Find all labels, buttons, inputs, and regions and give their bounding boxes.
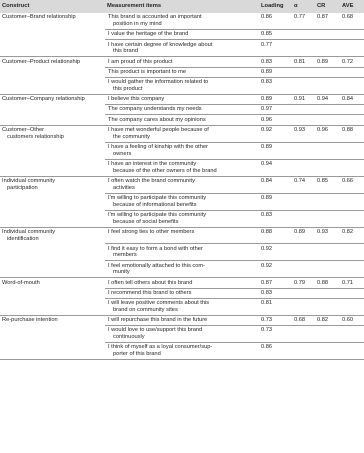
measurement-item-cell-text: I often watch the brand community bbox=[108, 178, 195, 185]
measurement-item-cell-text: I have certain degree of knowledge about bbox=[108, 41, 213, 48]
cr-cell bbox=[315, 115, 340, 125]
cr-cell bbox=[315, 30, 340, 40]
cr-cell bbox=[315, 142, 340, 159]
loading-cell bbox=[259, 30, 292, 40]
loading-cell-text: 0.86 bbox=[261, 14, 273, 21]
alpha-cell bbox=[292, 105, 315, 115]
loading-cell bbox=[259, 13, 292, 30]
measurement-item-cell-text: I recommend this brand to others bbox=[108, 289, 192, 296]
loading-cell bbox=[259, 57, 292, 67]
alpha-cell-text: 0.93 bbox=[294, 127, 306, 134]
measurement-item-cell-text: I'm willing to participate this community bbox=[108, 195, 207, 202]
ave-cell bbox=[340, 125, 364, 142]
construct-cell bbox=[0, 298, 105, 315]
measurement-item-cell bbox=[105, 244, 259, 261]
loading-cell bbox=[259, 193, 292, 210]
loading-cell-text: 0.89 bbox=[261, 144, 273, 151]
measurement-item-cell-text-cont: this brand bbox=[113, 48, 138, 55]
construct-cell-text-cont: customers relationship bbox=[7, 133, 64, 140]
alpha-cell bbox=[292, 193, 315, 210]
alpha-cell bbox=[292, 13, 315, 30]
loading-cell-text: 0.83 bbox=[261, 212, 273, 219]
table-row bbox=[0, 244, 364, 261]
measurement-item-cell bbox=[105, 288, 259, 298]
construct-cell bbox=[0, 94, 105, 104]
loading-cell bbox=[259, 227, 292, 244]
measurement-item-cell-text: I will repurchase this brand in the future bbox=[108, 317, 208, 324]
construct-cell bbox=[0, 315, 105, 325]
alpha-cell bbox=[292, 210, 315, 227]
measurement-item-cell bbox=[105, 227, 259, 244]
alpha-cell-text: 0.79 bbox=[294, 279, 306, 286]
cr-cell bbox=[315, 94, 340, 104]
loading-cell bbox=[259, 288, 292, 298]
alpha-cell bbox=[292, 326, 315, 343]
cr-cell bbox=[315, 40, 340, 57]
cr-cell bbox=[315, 227, 340, 244]
construct-cell bbox=[0, 77, 105, 94]
table-row bbox=[0, 40, 364, 57]
ave-cell bbox=[340, 57, 364, 67]
table-row bbox=[0, 193, 364, 210]
ave-cell bbox=[340, 77, 364, 94]
construct-cell bbox=[0, 176, 105, 193]
measurement-item-cell-text: I'm willing to participate this community bbox=[108, 212, 207, 219]
ave-cell bbox=[340, 343, 364, 360]
table-row bbox=[0, 210, 364, 227]
alpha-cell bbox=[292, 227, 315, 244]
cr-cell bbox=[315, 77, 340, 94]
measurement-item-cell-text-cont: owners bbox=[113, 150, 132, 157]
loading-cell bbox=[259, 159, 292, 176]
measurement-item-cell bbox=[105, 343, 259, 360]
header-loading: Loading bbox=[259, 0, 292, 13]
ave-cell bbox=[340, 298, 364, 315]
header-cr: CR bbox=[315, 0, 340, 13]
ave-cell bbox=[340, 261, 364, 278]
loading-cell-text: 0.85 bbox=[261, 31, 273, 38]
measurement-item-cell-text-cont: because of informational benefits bbox=[113, 201, 197, 208]
measurement-item-cell bbox=[105, 278, 259, 288]
loading-cell bbox=[259, 244, 292, 261]
loading-cell bbox=[259, 125, 292, 142]
ave-cell bbox=[340, 13, 364, 30]
construct-cell-text: Individual community bbox=[2, 178, 56, 185]
measurement-item-cell-text-cont: activities bbox=[113, 184, 135, 191]
measurement-item-cell bbox=[105, 115, 259, 125]
construct-cell-text: Individual community bbox=[2, 229, 56, 236]
ave-cell-text: 0.66 bbox=[342, 178, 354, 185]
alpha-cell bbox=[292, 30, 315, 40]
loading-cell bbox=[259, 77, 292, 94]
construct-cell-text: Customer–Product relationship bbox=[2, 58, 81, 65]
measurement-item-cell bbox=[105, 67, 259, 77]
alpha-cell bbox=[292, 315, 315, 325]
alpha-cell bbox=[292, 125, 315, 142]
ave-cell bbox=[340, 227, 364, 244]
cr-cell bbox=[315, 244, 340, 261]
measurement-item-cell bbox=[105, 298, 259, 315]
loading-cell-text: 0.83 bbox=[261, 58, 273, 65]
loading-cell bbox=[259, 105, 292, 115]
construct-cell bbox=[0, 210, 105, 227]
alpha-cell bbox=[292, 343, 315, 360]
alpha-cell bbox=[292, 159, 315, 176]
measurement-item-cell-text: I think of myself as a loyal consumer/sup- bbox=[108, 344, 213, 351]
table-row bbox=[0, 176, 364, 193]
measurement-item-cell-text-cont: because of the other owners of the brand bbox=[113, 167, 217, 174]
cr-cell bbox=[315, 13, 340, 30]
measurement-item-cell bbox=[105, 57, 259, 67]
measurement-item-cell-text-cont: members bbox=[113, 252, 137, 259]
cr-cell bbox=[315, 261, 340, 278]
loading-cell-text: 0.73 bbox=[261, 317, 273, 324]
table-row bbox=[0, 77, 364, 94]
loading-cell-text: 0.97 bbox=[261, 106, 273, 113]
ave-cell bbox=[340, 210, 364, 227]
table-header bbox=[0, 0, 364, 13]
ave-cell bbox=[340, 244, 364, 261]
cr-cell bbox=[315, 326, 340, 343]
ave-cell-text: 0.84 bbox=[342, 96, 354, 103]
measurement-item-cell-text: I feel emotionally attached to this com- bbox=[108, 262, 206, 269]
loading-cell bbox=[259, 115, 292, 125]
construct-cell-text: Customer–Brand relationship bbox=[2, 14, 76, 21]
cr-cell bbox=[315, 176, 340, 193]
table-row bbox=[0, 227, 364, 244]
alpha-cell bbox=[292, 244, 315, 261]
measurement-item-cell-text-cont: munity bbox=[113, 269, 130, 276]
measurement-item-cell-text: The company cares about my opinions bbox=[108, 116, 206, 123]
table-row bbox=[0, 261, 364, 278]
loading-cell bbox=[259, 315, 292, 325]
construct-cell bbox=[0, 193, 105, 210]
construct-cell bbox=[0, 261, 105, 278]
alpha-cell-text: 0.89 bbox=[294, 229, 306, 236]
ave-cell bbox=[340, 278, 364, 288]
measurement-item-cell-text: I would love to use/support this brand bbox=[108, 327, 203, 334]
measurement-item-cell-text: I often tell others about this brand bbox=[108, 279, 193, 286]
construct-cell bbox=[0, 115, 105, 125]
ave-cell bbox=[340, 142, 364, 159]
alpha-cell-text: 0.68 bbox=[294, 317, 306, 324]
ave-cell-text: 0.82 bbox=[342, 229, 354, 236]
ave-cell-text: 0.68 bbox=[342, 14, 354, 21]
header-ave: AVE bbox=[340, 0, 364, 13]
ave-cell bbox=[340, 193, 364, 210]
table-row bbox=[0, 343, 364, 360]
ave-cell bbox=[340, 105, 364, 115]
measurement-item-cell-text: The company understands my needs bbox=[108, 106, 202, 113]
cr-cell bbox=[315, 67, 340, 77]
alpha-cell bbox=[292, 142, 315, 159]
cr-cell bbox=[315, 288, 340, 298]
cr-cell bbox=[315, 343, 340, 360]
loading-cell-text: 0.96 bbox=[261, 116, 273, 123]
alpha-cell bbox=[292, 176, 315, 193]
loading-cell-text: 0.89 bbox=[261, 195, 273, 202]
loading-cell-text: 0.77 bbox=[261, 41, 273, 48]
table-row bbox=[0, 30, 364, 40]
cr-cell bbox=[315, 57, 340, 67]
cr-cell-text: 0.93 bbox=[317, 229, 329, 236]
header-measurement-items: Measurement items bbox=[105, 0, 259, 13]
construct-cell bbox=[0, 288, 105, 298]
measurement-item-cell-text: This brand is accounted an important bbox=[108, 14, 202, 21]
ave-cell-text: 0.71 bbox=[342, 279, 354, 286]
measurement-item-cell-text: This product is important to me bbox=[108, 68, 187, 75]
table-row bbox=[0, 105, 364, 115]
alpha-cell-text: 0.74 bbox=[294, 178, 306, 185]
table-row bbox=[0, 142, 364, 159]
measurement-item-cell-text: I will leave positive comments about this bbox=[108, 300, 210, 307]
cr-cell bbox=[315, 125, 340, 142]
cr-cell bbox=[315, 315, 340, 325]
measurement-item-cell bbox=[105, 30, 259, 40]
measurement-item-cell bbox=[105, 142, 259, 159]
measurement-item-cell-text-cont: because of social benefits bbox=[113, 218, 179, 225]
alpha-cell-text: 0.81 bbox=[294, 58, 306, 65]
cr-cell bbox=[315, 159, 340, 176]
measurement-item-cell bbox=[105, 193, 259, 210]
measurement-item-cell-text: I believe this company bbox=[108, 96, 165, 103]
table-row bbox=[0, 57, 364, 67]
table-row bbox=[0, 315, 364, 325]
ave-cell bbox=[340, 30, 364, 40]
loading-cell-text: 0.94 bbox=[261, 161, 273, 168]
loading-cell-text: 0.73 bbox=[261, 327, 273, 334]
construct-cell-text: Customer–Company relationship bbox=[2, 96, 85, 103]
cr-cell bbox=[315, 105, 340, 115]
alpha-cell bbox=[292, 77, 315, 94]
measurement-item-cell bbox=[105, 40, 259, 57]
construct-cell bbox=[0, 40, 105, 57]
measurement-item-cell bbox=[105, 176, 259, 193]
construct-cell-text: Customer–Other bbox=[2, 127, 45, 134]
loading-cell-text: 0.92 bbox=[261, 262, 273, 269]
cr-cell-text: 0.89 bbox=[317, 58, 329, 65]
measurement-item-cell-text-cont: this product bbox=[113, 85, 143, 92]
construct-cell-text-cont: identification bbox=[7, 235, 39, 242]
ave-cell-text: 0.60 bbox=[342, 317, 354, 324]
measurement-item-cell-text: I find it easy to form a bond with other bbox=[108, 245, 203, 252]
measurement-item-cell bbox=[105, 261, 259, 278]
alpha-cell bbox=[292, 57, 315, 67]
loading-cell bbox=[259, 261, 292, 278]
alpha-cell bbox=[292, 40, 315, 57]
measurement-item-cell bbox=[105, 13, 259, 30]
loading-cell-text: 0.89 bbox=[261, 96, 273, 103]
table-row bbox=[0, 288, 364, 298]
loading-cell-text: 0.83 bbox=[261, 289, 273, 296]
loading-cell-text: 0.92 bbox=[261, 245, 273, 252]
table-row bbox=[0, 298, 364, 315]
ave-cell bbox=[340, 67, 364, 77]
measurement-item-cell-text-cont: position in my mind bbox=[113, 21, 162, 27]
measurement-item-cell-text: I have a feeling of kinship with the other bbox=[108, 144, 208, 151]
cr-cell-text: 0.82 bbox=[317, 317, 329, 324]
table-row bbox=[0, 326, 364, 343]
loading-cell bbox=[259, 40, 292, 57]
cr-cell-text: 0.87 bbox=[317, 14, 329, 21]
table-row bbox=[0, 67, 364, 77]
cr-cell bbox=[315, 193, 340, 210]
alpha-cell bbox=[292, 278, 315, 288]
alpha-cell bbox=[292, 94, 315, 104]
loading-cell-text: 0.89 bbox=[261, 68, 273, 75]
loading-cell bbox=[259, 298, 292, 315]
cr-cell bbox=[315, 210, 340, 227]
loading-cell bbox=[259, 67, 292, 77]
cr-cell-text: 0.94 bbox=[317, 96, 329, 103]
alpha-cell-text: 0.77 bbox=[294, 14, 306, 21]
ave-cell bbox=[340, 115, 364, 125]
ave-cell-text: 0.72 bbox=[342, 58, 354, 65]
table-row bbox=[0, 278, 364, 288]
measurement-item-cell-text: I feel strong ties to other members bbox=[108, 229, 195, 236]
construct-cell bbox=[0, 13, 105, 30]
cr-cell bbox=[315, 298, 340, 315]
table-row bbox=[0, 159, 364, 176]
header-alpha: α bbox=[292, 0, 315, 13]
header-construct: Construct bbox=[0, 0, 105, 13]
header-row bbox=[0, 0, 364, 13]
construct-cell bbox=[0, 244, 105, 261]
construct-cell bbox=[0, 57, 105, 67]
construct-cell-text-cont: participation bbox=[7, 184, 38, 191]
loading-cell-text: 0.92 bbox=[261, 127, 273, 134]
loading-cell bbox=[259, 94, 292, 104]
measurement-item-cell bbox=[105, 326, 259, 343]
measurement-item-cell-text: I value the heritage of the brand bbox=[108, 31, 189, 38]
ave-cell bbox=[340, 326, 364, 343]
table-row bbox=[0, 94, 364, 104]
measurement-item-cell-text-cont: porter of this brand bbox=[113, 351, 161, 358]
loading-cell bbox=[259, 326, 292, 343]
construct-cell bbox=[0, 343, 105, 360]
table-row bbox=[0, 125, 364, 142]
alpha-cell bbox=[292, 298, 315, 315]
cr-cell bbox=[315, 278, 340, 288]
construct-cell bbox=[0, 30, 105, 40]
construct-cell-text: Word-of-mouth bbox=[2, 279, 40, 286]
loading-cell-text: 0.88 bbox=[261, 229, 273, 236]
measurement-item-cell-text: I would gather the information related to bbox=[108, 79, 209, 86]
ave-cell bbox=[340, 40, 364, 57]
measurement-item-cell-text: I am proud of this product bbox=[108, 58, 173, 65]
measurement-item-cell bbox=[105, 210, 259, 227]
alpha-cell-text: 0.91 bbox=[294, 96, 306, 103]
loading-cell-text: 0.84 bbox=[261, 178, 273, 185]
construct-cell-text: Re-purchase intention bbox=[2, 317, 58, 324]
table-row bbox=[0, 13, 364, 30]
loading-cell-text: 0.81 bbox=[261, 300, 273, 307]
loading-cell-text: 0.86 bbox=[261, 344, 273, 351]
measurement-item-cell-text-cont: the community bbox=[113, 133, 150, 140]
table-body bbox=[0, 13, 364, 360]
construct-cell bbox=[0, 67, 105, 77]
loading-cell-text: 0.83 bbox=[261, 79, 273, 86]
ave-cell bbox=[340, 176, 364, 193]
measurement-item-cell bbox=[105, 94, 259, 104]
ave-cell-text: 0.88 bbox=[342, 127, 354, 134]
measurement-item-cell bbox=[105, 125, 259, 142]
alpha-cell bbox=[292, 67, 315, 77]
construct-cell bbox=[0, 125, 105, 142]
loading-cell bbox=[259, 278, 292, 288]
measurement-item-cell-text: I have an interest in the community bbox=[108, 161, 197, 168]
loading-cell bbox=[259, 176, 292, 193]
cr-cell-text: 0.85 bbox=[317, 178, 329, 185]
measurement-item-cell bbox=[105, 105, 259, 115]
cr-cell-text: 0.88 bbox=[317, 279, 329, 286]
cr-cell-text: 0.96 bbox=[317, 127, 329, 134]
ave-cell bbox=[340, 94, 364, 104]
alpha-cell bbox=[292, 288, 315, 298]
measurement-item-cell-text-cont: continuously bbox=[113, 334, 145, 341]
loading-cell bbox=[259, 343, 292, 360]
loading-cell-text: 0.87 bbox=[261, 279, 273, 286]
ave-cell bbox=[340, 288, 364, 298]
construct-cell bbox=[0, 159, 105, 176]
table-row bbox=[0, 115, 364, 125]
measurement-item-cell bbox=[105, 315, 259, 325]
loading-cell bbox=[259, 210, 292, 227]
alpha-cell bbox=[292, 261, 315, 278]
measurement-item-cell-text: I have met wonderful people because of bbox=[108, 127, 209, 134]
ave-cell bbox=[340, 159, 364, 176]
construct-cell bbox=[0, 326, 105, 343]
measurement-item-cell bbox=[105, 159, 259, 176]
construct-cell bbox=[0, 105, 105, 115]
construct-cell bbox=[0, 227, 105, 244]
alpha-cell bbox=[292, 115, 315, 125]
construct-cell bbox=[0, 142, 105, 159]
loading-cell bbox=[259, 142, 292, 159]
measurement-item-cell-text-cont: brand on community sites bbox=[113, 306, 178, 313]
construct-cell bbox=[0, 278, 105, 288]
measurement-item-cell bbox=[105, 77, 259, 94]
ave-cell bbox=[340, 315, 364, 325]
